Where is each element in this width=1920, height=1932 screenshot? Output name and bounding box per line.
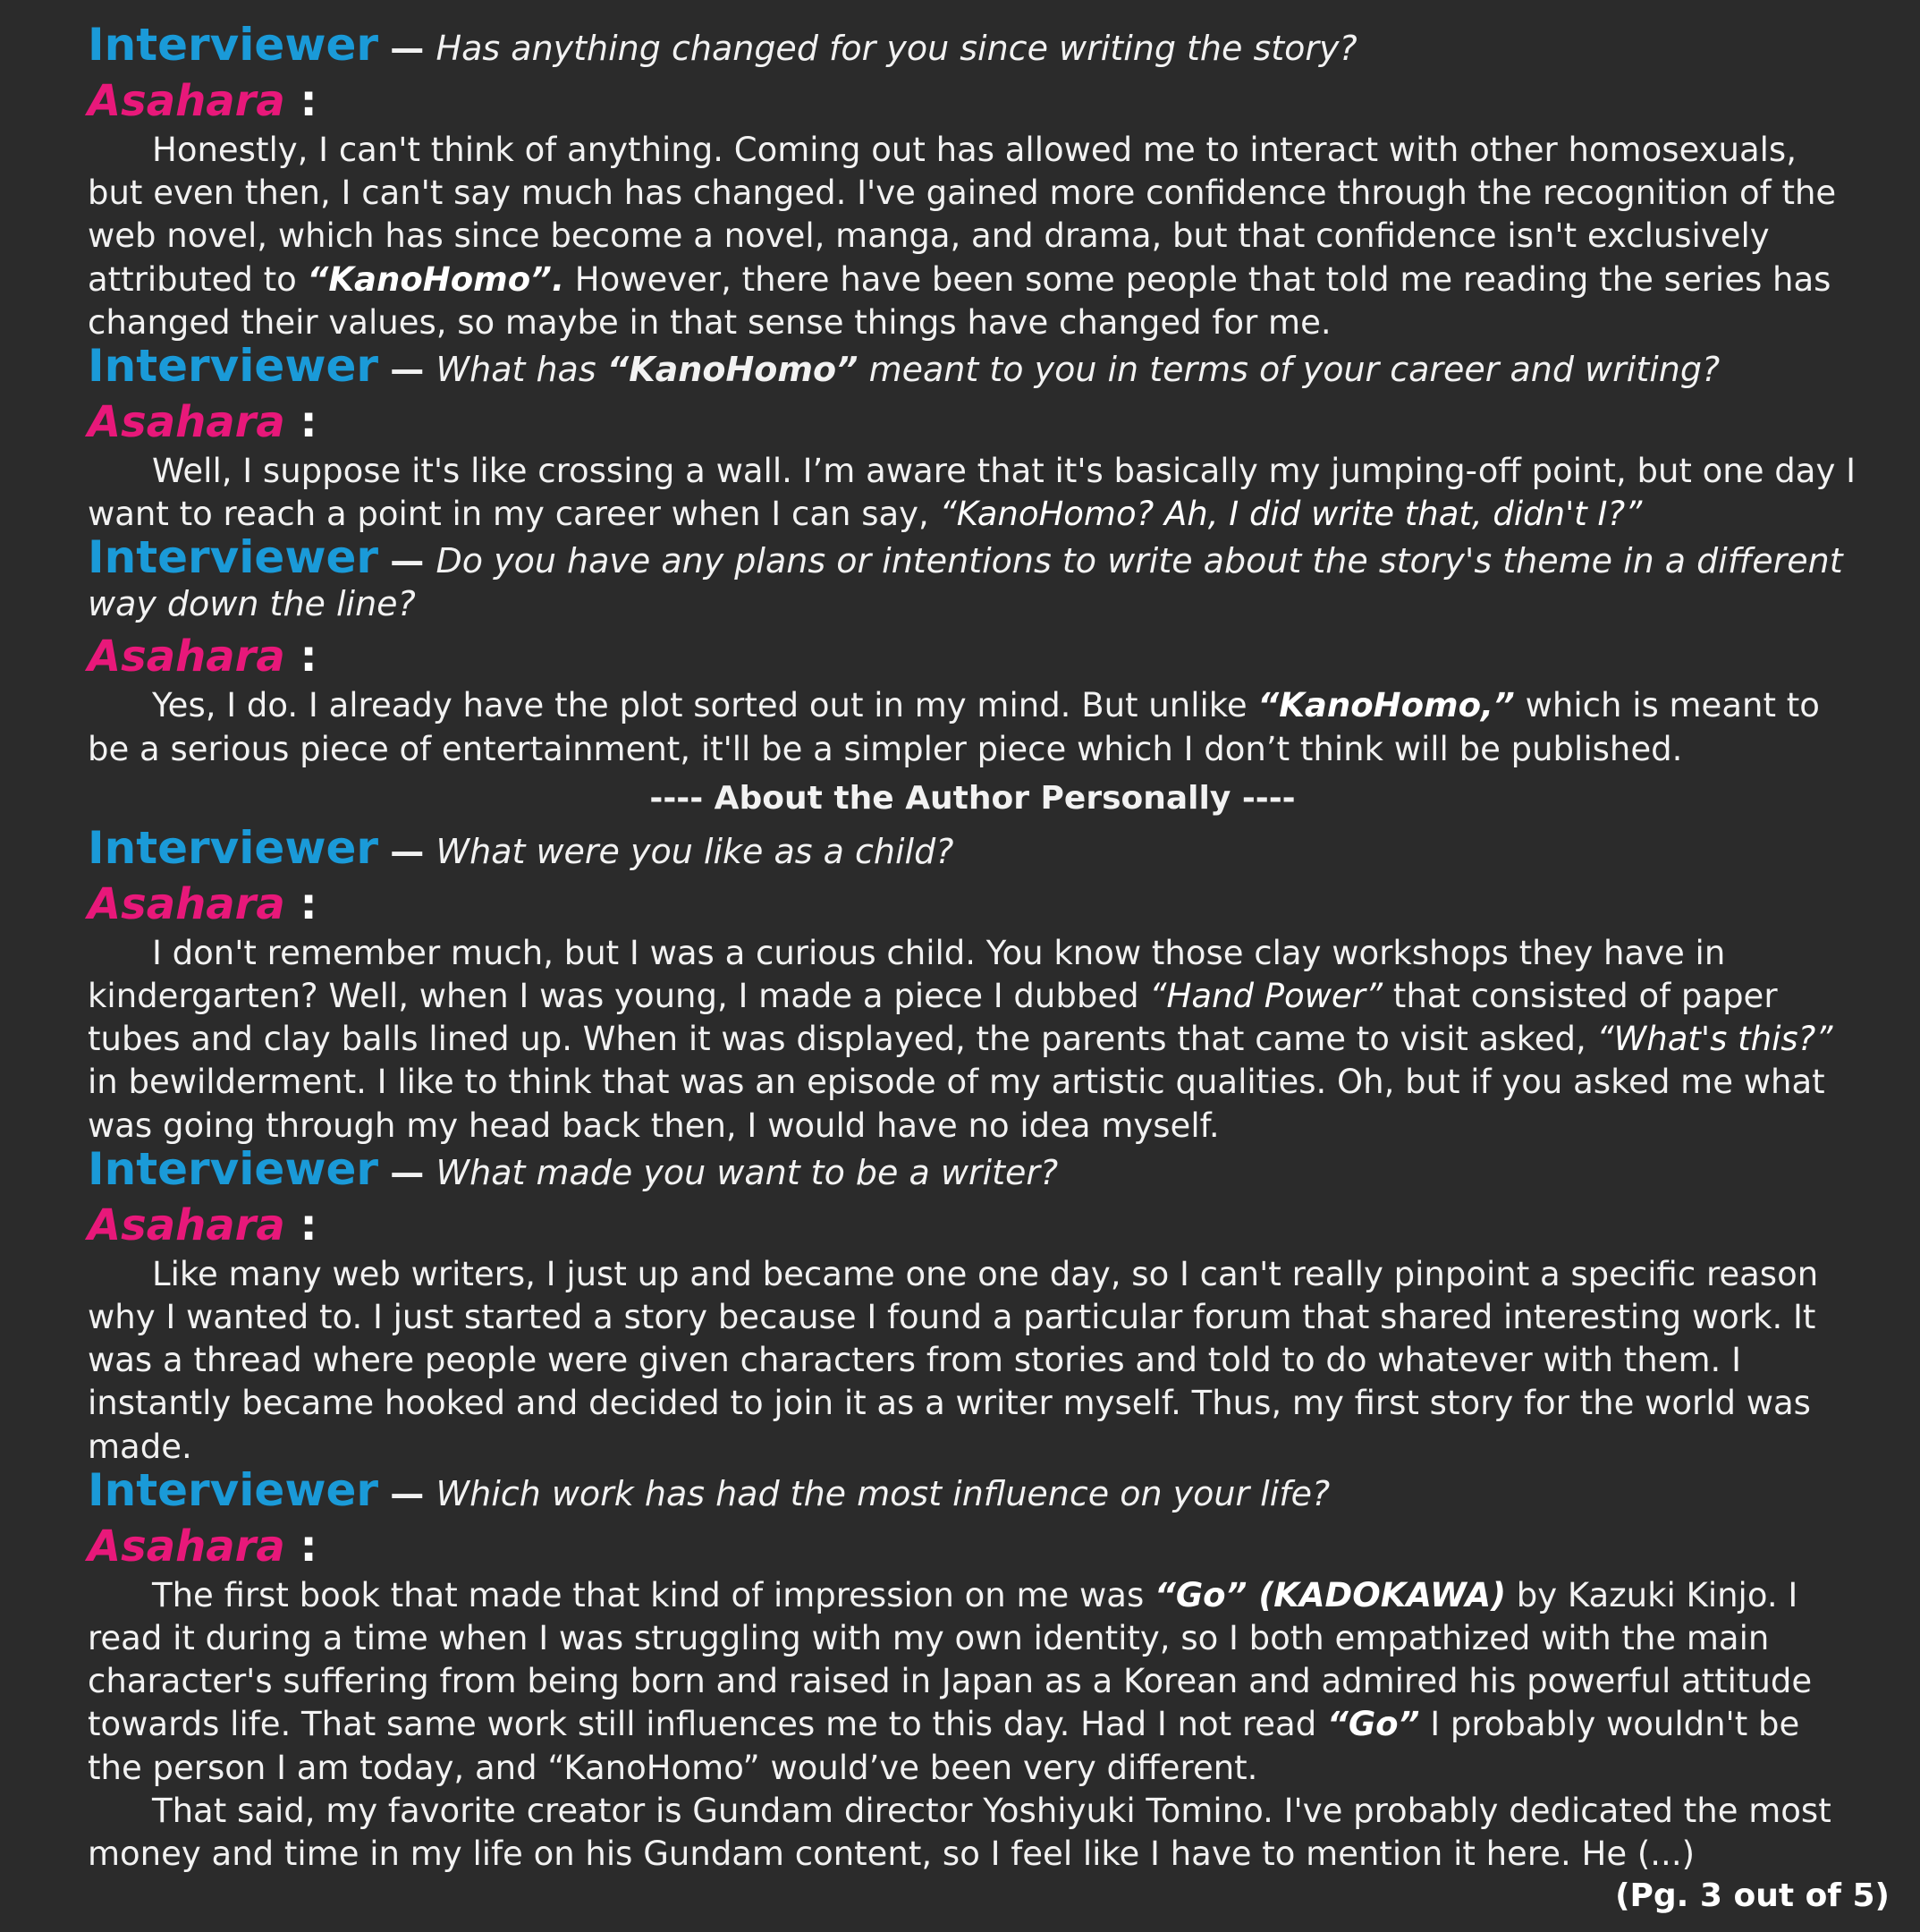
text-run: Well, I suppose it's like crossing a wall. I’m aware that it's basically my jumping-off point, but one day I want to reach a point in my career when I can say, [88, 452, 1857, 534]
text-run: by Kazuki Kinjo. I read it during a time when I was struggling with my own identity, so I both empathized with the main character's suffering from being born and raised in Japan as a Korean and admired his powerful attitude towards life. That same work still influences me to this day. Had I not read [88, 1575, 1813, 1744]
answer-paragraph [88, 1790, 1857, 1876]
asahara-answer-label [88, 73, 1857, 129]
text-run: Yes, I do. I already have the plot sorted out in my mind. But unlike [152, 686, 1258, 725]
interviewer-label: Interviewer [88, 1463, 379, 1516]
asahara-label: Asahara [88, 397, 285, 448]
answer-colon: : [284, 1521, 317, 1572]
asahara-answer-label [88, 1198, 1857, 1253]
question-dash: — [378, 831, 436, 871]
asahara-answer-label [88, 629, 1857, 684]
qa-block [88, 821, 1857, 1148]
answer-colon: : [284, 631, 317, 682]
text-run [607, 350, 859, 389]
asahara-answer-label [88, 877, 1857, 932]
text-run: What has [436, 350, 607, 390]
question-text: Has anything changed for you since writing the story? [436, 29, 1358, 68]
question-dash: — [378, 29, 436, 68]
text-run: However, there have been some people that told me reading the series has changed their values, so maybe in that sense things have changed for me. [88, 259, 1831, 342]
section-divider: ---- About the Author Personally ---- [649, 779, 1296, 817]
interview-content [88, 19, 1857, 1876]
interviewer-question [88, 19, 1857, 71]
interviewer-label: Interviewer [88, 821, 379, 874]
text-run: I don't remember much, but I was a curious child. You know those clay workshops they have in kindergarten? Well, when I was young, I made a piece I dubbed [88, 933, 1726, 1016]
text-run [1327, 1705, 1419, 1743]
question-dash: — [378, 541, 436, 581]
asahara-label: Asahara [88, 1521, 285, 1572]
answer-colon: : [284, 397, 317, 448]
emphasis-text: “Go” (KADOKAWA) [1154, 1575, 1507, 1614]
text-run: which is meant to be a serious piece of entertainment, it'll be a simpler piece which I don’t think will be published. [88, 686, 1820, 768]
text-run: that consisted of paper tubes and clay balls lined up. When it was displayed, the parents that came to visit asked, [88, 977, 1778, 1059]
answer-paragraph [88, 684, 1857, 770]
answer-paragraph [88, 1574, 1857, 1790]
text-run: That said, my favorite creator is Gundam director Yoshiyuki Tomino. I've probably dedicated the most money and time in my life on his Gundam content, so I feel like I have to mention it here. He (...) [88, 1791, 1831, 1874]
qa-block [88, 531, 1857, 770]
emphasis-text: “KanoHomo”. [307, 259, 565, 299]
answer-colon: : [284, 76, 317, 126]
question-text: Which work has had the most influence on your life? [436, 1473, 1331, 1513]
text-run: “Hand Power” [1149, 977, 1383, 1016]
asahara-answer-label [88, 1519, 1857, 1574]
interviewer-question [88, 821, 1857, 874]
interviewer-question [88, 531, 1857, 625]
question-text: Do you have any plans or intentions to write about the story's theme in a different way down the line? [88, 541, 1843, 624]
interviewer-label: Interviewer [88, 1142, 379, 1195]
qa-block [88, 340, 1857, 536]
qa-block [88, 1463, 1857, 1876]
text-run [1155, 1576, 1506, 1614]
answer-colon: : [284, 878, 317, 929]
interviewer-question [88, 1463, 1857, 1516]
page-indicator: (Pg. 3 out of 5) [1615, 1877, 1890, 1914]
answer-paragraph [88, 450, 1857, 536]
question-text: What were you like as a child? [436, 831, 954, 871]
asahara-label: Asahara [88, 631, 285, 682]
asahara-answer-label [88, 394, 1857, 450]
emphasis-text: “KanoHomo” [606, 350, 859, 390]
emphasis-text: “Go” [1326, 1705, 1420, 1744]
text-run [1257, 686, 1514, 724]
text-run: “What's this?” [1596, 1020, 1833, 1059]
text-run [308, 260, 564, 299]
question-text: What made you want to be a writer? [436, 1152, 1059, 1192]
emphasis-text: “KanoHomo,” [1257, 686, 1515, 725]
interviewer-question [88, 340, 1857, 393]
answer-colon: : [284, 1199, 317, 1250]
qa-block [88, 19, 1857, 344]
answer-paragraph [88, 1253, 1857, 1469]
qa-block [88, 1142, 1857, 1469]
interviewer-question [88, 1142, 1857, 1195]
asahara-label: Asahara [88, 1199, 285, 1250]
text-run: meant to you in terms of your career and writing? [858, 350, 1721, 390]
interviewer-label: Interviewer [88, 340, 379, 393]
interviewer-label: Interviewer [88, 19, 379, 71]
question-text [436, 350, 1721, 389]
text-run: Honestly, I can't think of anything. Coming out has allowed me to interact with other homosexuals, but even then, I can't say much has changed. I've gained more confidence through the recognition of the web novel, which has since become a novel, manga, and drama, but that confidence isn't exclusively attributed to [88, 131, 1837, 299]
answer-paragraph [88, 932, 1857, 1148]
text-run: The first book that made that kind of impression on me was [152, 1575, 1155, 1614]
interviewer-label: Interviewer [88, 531, 379, 584]
text-run: in bewilderment. I like to think that was an episode of my artistic qualities. Oh, but if you asked me what was going through my head back then, I would have no idea myself. [88, 1063, 1825, 1145]
answer-paragraph [88, 129, 1857, 344]
text-run: I probably wouldn't be the person I am today, and “KanoHomo” would’ve been very different. [88, 1705, 1800, 1787]
question-dash: — [378, 1152, 436, 1192]
asahara-label: Asahara [88, 76, 285, 126]
question-dash: — [378, 1473, 436, 1513]
asahara-label: Asahara [88, 878, 285, 929]
question-dash: — [378, 350, 436, 390]
text-run: Like many web writers, I just up and became one one day, so I can't really pinpoint a specific reason why I wanted to. I just started a story because I found a particular forum that shared interesting work. It was a thread where people were given characters from stories and told to do whatever with them. I instantly became hooked and decided to join it as a writer myself. Thus, my first story for the world was made. [88, 1254, 1819, 1466]
text-run: “KanoHomo? Ah, I did write that, didn't I?” [939, 495, 1643, 534]
